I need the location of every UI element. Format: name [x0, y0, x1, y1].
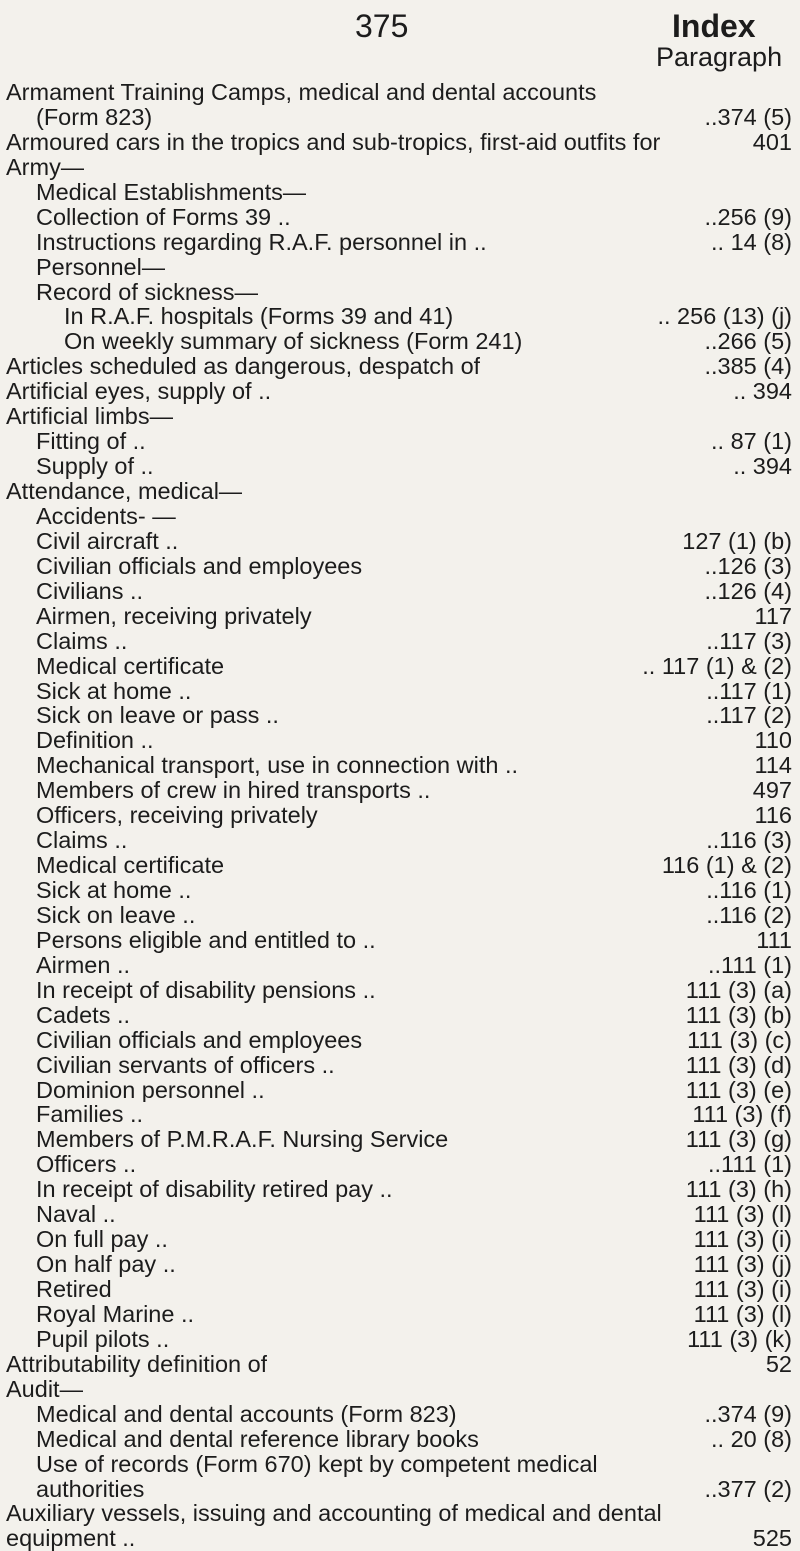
index-entry	[6, 205, 792, 230]
entry-text: Definition ..	[36, 728, 154, 754]
entry-text: Claims ..	[36, 628, 128, 654]
entry-paragraph-ref: ..256 (9)	[704, 203, 792, 230]
entry-paragraph-ref: 111 (3) (d)	[685, 1051, 792, 1078]
entry-paragraph-ref: 111 (3) (i)	[693, 1276, 792, 1302]
index-entry	[6, 180, 792, 205]
entry-text: Royal Marine ..	[36, 1301, 195, 1327]
entry-paragraph-ref: .. 394	[733, 453, 792, 480]
entry-text: In receipt of disability pensions ..	[36, 977, 376, 1003]
entry-text: Civilian servants of officers ..	[36, 1052, 335, 1078]
entry-text: Families ..	[36, 1102, 144, 1128]
entry-text: Personnel—	[36, 254, 166, 280]
entry-paragraph-ref: 111 (3) (l)	[693, 1201, 792, 1228]
index-entries	[6, 80, 792, 1551]
entry-paragraph-ref: 401	[752, 128, 792, 155]
entry-text: Artificial eyes, supply of ..	[6, 379, 272, 405]
index-entry	[6, 1053, 792, 1078]
entry-paragraph-ref: 110	[754, 727, 792, 754]
entry-paragraph-ref: ..117 (2)	[706, 702, 792, 729]
entry-text: Sick on leave or pass ..	[36, 703, 279, 729]
index-entry	[6, 529, 792, 554]
entry-text: Record of sickness—	[36, 279, 259, 305]
entry-text: In receipt of disability retired pay ..	[36, 1177, 393, 1203]
index-entry	[6, 329, 792, 354]
entry-text: Supply of ..	[36, 454, 154, 480]
index-entry	[6, 479, 792, 504]
entry-text: Airmen, receiving privately	[36, 603, 312, 629]
entry-text: authorities	[36, 1476, 145, 1502]
entry-text: Medical and dental reference library books	[36, 1426, 479, 1452]
index-entry	[6, 230, 792, 255]
entry-text: Civilian officials and employees	[36, 553, 363, 579]
entry-paragraph-ref: ..266 (5)	[704, 328, 792, 355]
index-entry	[6, 928, 792, 953]
index-entry	[6, 803, 792, 828]
index-entry	[6, 554, 792, 579]
entry-paragraph-ref: .. 20 (8)	[711, 1425, 792, 1452]
index-entry	[6, 404, 792, 429]
index-entry	[6, 1501, 792, 1526]
index-entry	[6, 1202, 792, 1227]
entry-paragraph-ref: ..377 (2)	[704, 1475, 792, 1502]
index-entry	[6, 679, 792, 704]
index-entry	[6, 1127, 792, 1152]
index-entry	[6, 280, 792, 305]
entry-text: Cadets ..	[36, 1002, 131, 1028]
index-entry	[6, 579, 792, 604]
entry-text: Civilian officials and employees	[36, 1027, 363, 1053]
index-entry	[6, 1352, 792, 1377]
index-entry	[6, 1078, 792, 1103]
entry-text: Officers, receiving privately	[36, 803, 318, 829]
index-entry	[6, 304, 792, 329]
entry-paragraph-ref: 127 (1) (b)	[682, 527, 792, 554]
index-entry	[6, 604, 792, 629]
entry-paragraph-ref: ..111 (1)	[707, 1151, 792, 1178]
index-entry	[6, 953, 792, 978]
index-entry	[6, 454, 792, 479]
page-title: Index	[672, 8, 756, 44]
entry-text: Members of crew in hired transports ..	[36, 778, 431, 804]
index-entry	[6, 1177, 792, 1202]
entry-paragraph-ref: 111 (3) (e)	[685, 1076, 792, 1103]
index-entry	[6, 828, 792, 853]
entry-text: Airmen ..	[36, 952, 131, 978]
entry-paragraph-ref: 111 (3) (c)	[687, 1026, 792, 1053]
entry-paragraph-ref: ..116 (3)	[706, 827, 792, 854]
entry-text: Fitting of ..	[36, 429, 146, 455]
entry-paragraph-ref: .. 256 (13) (j)	[657, 303, 792, 330]
entry-text: Collection of Forms 39 ..	[36, 204, 291, 230]
entry-paragraph-ref: 111 (3) (f)	[692, 1101, 792, 1128]
entry-paragraph-ref: 497	[752, 777, 792, 804]
entry-text: Dominion personnel ..	[36, 1077, 265, 1103]
index-entry	[6, 155, 792, 180]
column-label: Paragraph	[656, 42, 783, 72]
index-entry	[6, 1377, 792, 1402]
entry-text: Instructions regarding R.A.F. personnel in ..	[36, 229, 487, 255]
entry-paragraph-ref: 111 (3) (b)	[685, 1001, 792, 1028]
index-entry	[6, 753, 792, 778]
index-entry	[6, 354, 792, 379]
entry-paragraph-ref: ..126 (3)	[704, 552, 792, 579]
entry-text: Accidents- —	[36, 503, 176, 529]
entry-paragraph-ref: 111 (3) (a)	[685, 976, 792, 1003]
index-entry	[6, 1452, 792, 1477]
entry-text: Army—	[6, 154, 85, 180]
index-entry	[6, 654, 792, 679]
entry-text: Audit—	[6, 1376, 84, 1402]
entry-text: Attendance, medical—	[6, 479, 243, 504]
entry-text: In R.A.F. hospitals (Forms 39 and 41)	[64, 304, 454, 330]
entry-text: Attributability definition of	[6, 1351, 268, 1377]
entry-text: Medical and dental accounts (Form 823)	[36, 1401, 457, 1427]
entry-text: Civil aircraft ..	[36, 528, 179, 554]
entry-text: Retired	[36, 1277, 112, 1302]
index-entry	[6, 1526, 792, 1551]
entry-text: On weekly summary of sickness (Form 241)	[64, 329, 523, 355]
index-entry	[6, 504, 792, 529]
entry-text: Armoured cars in the tropics and sub-tropics, first-aid outfits for	[6, 129, 661, 155]
index-entry	[6, 80, 792, 105]
entry-text: Claims ..	[36, 828, 128, 854]
index-entry	[6, 1102, 792, 1127]
entry-text: Officers ..	[36, 1152, 137, 1178]
entry-paragraph-ref: 111 (3) (l)	[693, 1300, 792, 1327]
index-entry	[6, 1227, 792, 1252]
index-entry	[6, 978, 792, 1003]
entry-text: Members of P.M.R.A.F. Nursing Service	[36, 1127, 449, 1153]
entry-paragraph-ref: ..117 (3)	[706, 627, 792, 654]
index-entry	[6, 429, 792, 454]
entry-paragraph-ref: 114	[754, 752, 792, 779]
entry-paragraph-ref: 111 (3) (j)	[693, 1251, 792, 1278]
index-entry	[6, 1302, 792, 1327]
entry-text: Articles scheduled as dangerous, despatch of	[6, 354, 481, 380]
entry-paragraph-ref: 525	[752, 1525, 792, 1551]
index-entry	[6, 629, 792, 654]
entry-paragraph-ref: 52	[765, 1350, 792, 1377]
entry-text: Sick at home ..	[36, 878, 192, 903]
entry-paragraph-ref: 111 (3) (g)	[685, 1126, 792, 1153]
entry-text: Armament Training Camps, medical and dental accounts	[6, 80, 597, 105]
entry-text: Mechanical transport, use in connection with ..	[36, 753, 519, 779]
entry-paragraph-ref: ..116 (1)	[706, 877, 792, 903]
index-entry	[6, 1427, 792, 1452]
entry-text: Sick on leave ..	[36, 902, 196, 928]
entry-paragraph-ref: 111 (3) (h)	[685, 1176, 792, 1203]
entry-text: (Form 823)	[36, 104, 153, 130]
entry-text: Medical Establishments—	[36, 179, 307, 205]
index-entry	[6, 878, 792, 903]
entry-text: Artificial limbs—	[6, 404, 174, 430]
index-entry	[6, 1277, 792, 1302]
entry-text: On half pay ..	[36, 1252, 176, 1278]
index-entry	[6, 1003, 792, 1028]
index-entry	[6, 728, 792, 753]
index-entry	[6, 1402, 792, 1427]
entry-paragraph-ref: .. 117 (1) & (2)	[642, 652, 792, 679]
entry-paragraph-ref: ..116 (2)	[706, 901, 792, 928]
index-entry	[6, 1477, 792, 1502]
entry-text: Naval ..	[36, 1202, 116, 1228]
entry-text: equipment ..	[6, 1526, 136, 1551]
entry-text: Auxiliary vessels, issuing and accounting of medical and dental	[6, 1501, 662, 1527]
entry-paragraph-ref: 117	[754, 602, 792, 629]
page-number: 375	[355, 8, 409, 44]
entry-text: Sick at home ..	[36, 678, 192, 704]
index-entry	[6, 105, 792, 130]
entry-paragraph-ref: ..374 (9)	[704, 1400, 792, 1427]
index-entry	[6, 1327, 792, 1352]
entry-paragraph-ref: 111 (3) (k)	[687, 1325, 792, 1352]
index-entry	[6, 1028, 792, 1053]
index-entry	[6, 1252, 792, 1277]
entry-paragraph-ref: .. 394	[733, 378, 792, 405]
index-entry	[6, 1152, 792, 1177]
entry-text: Pupil pilots ..	[36, 1326, 170, 1352]
index-entry	[6, 703, 792, 728]
entry-paragraph-ref: 116 (1) & (2)	[661, 852, 792, 879]
entry-text: Persons eligible and entitled to ..	[36, 927, 376, 953]
entry-text: On full pay ..	[36, 1227, 168, 1253]
index-entry	[6, 778, 792, 803]
entry-paragraph-ref: ..117 (1)	[706, 677, 792, 704]
index-entry	[6, 255, 792, 280]
entry-paragraph-ref: 111 (3) (i)	[693, 1226, 792, 1253]
entry-text: Use of records (Form 670) kept by competent medical	[36, 1451, 598, 1477]
entry-text: Medical certificate	[36, 853, 225, 879]
entry-paragraph-ref: ..126 (4)	[704, 577, 792, 604]
index-entry	[6, 379, 792, 404]
entry-paragraph-ref: .. 87 (1)	[711, 428, 792, 455]
entry-paragraph-ref: ..374 (5)	[704, 103, 792, 130]
entry-text: Civilians ..	[36, 578, 144, 604]
entry-paragraph-ref: ..385 (4)	[704, 353, 792, 380]
index-entry	[6, 853, 792, 878]
entry-paragraph-ref: 116	[754, 802, 792, 829]
index-entry	[6, 903, 792, 928]
entry-text: Medical certificate	[36, 653, 225, 679]
entry-paragraph-ref: 111	[756, 926, 792, 953]
entry-paragraph-ref: .. 14 (8)	[711, 228, 792, 255]
index-entry	[6, 130, 792, 155]
entry-paragraph-ref: ..111 (1)	[707, 951, 792, 978]
